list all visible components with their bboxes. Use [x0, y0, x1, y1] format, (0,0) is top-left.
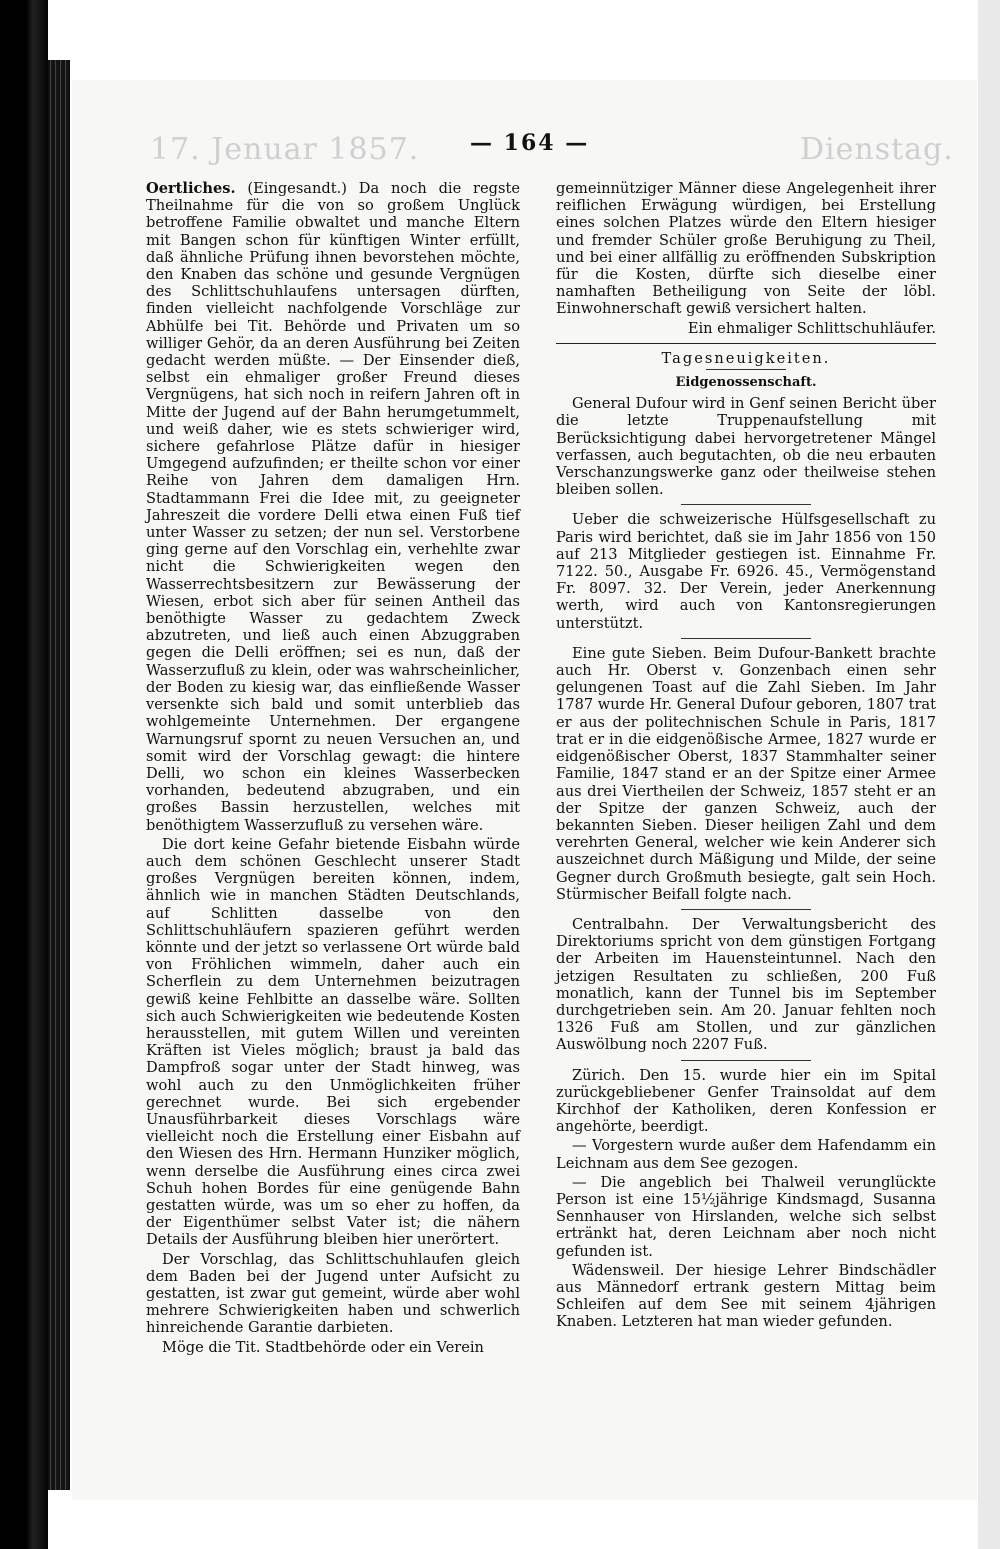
news-item: Ueber die schweizerische Hülfsgesellschaft zu Paris wird berichtet, daß sie im Jahr 1856 von 150 auf 213 Mitglieder gestiegen ist. Einnahme Fr. 7122. 50., Ausgabe Fr. 6926. 45., Vermögenstand Fr. 8097. 32. Der Verein, jeder Anerkennung werth, wird auch von Kantonsregierungen unterstützt. — [556, 511, 936, 632]
news-item: Wädensweil. Der hiesige Lehrer Bindschädler aus Männedorf ertrank gestern Mittag beim Schleifen auf dem See mit seinem 4jährigen Knaben. Letzteren hat man wieder gefunden. — [556, 1261, 936, 1331]
news-divider — [681, 1060, 811, 1061]
article-oertliches — [146, 180, 520, 834]
article-continuation: gemeinnütziger Männer diese Angelegenheit ihrer reiflichen Erwägung würdigen, bei Erstellung eines solchen Platzes würde den Eltern hiesiger und fremder Schüler große Beruhigung zu Theil, und bei einer allfällig zu eröffnenden Subskription für die Kosten, dürfte sich dieselbe einer namhaften Betheiligung von Seite der löbl. Einwohnerschaft gewiß versichert halten. — [556, 180, 936, 318]
section-title: Tagesneuigkeiten. — [661, 349, 831, 367]
page-stack-edge — [48, 60, 70, 1490]
news-item: General Dufour wird in Genf seinen Bericht über die letzte Truppenaufstellung mit Berücksichtigung dabei hervorgetretener Mängel verfassen, auch begutachten, ob die neu erbauten Verschanzungswerke ganz oder theilweise stehen bleiben sollen. — [556, 395, 936, 499]
right-margin — [978, 0, 1000, 1549]
section-divider — [556, 343, 936, 344]
news-item: — Vorgestern wurde außer dem Hafendamm ein Leichnam aus dem See gezogen. — [556, 1137, 936, 1172]
article-paragraph: Die dort keine Gefahr bietende Eisbahn würde auch dem schönen Geschlecht unserer Stadt großes Vergnügen bereiten können, indem, ähnlich wie in manchen Städten Deutschlands, auf Schlitten dasselbe von den Schlittschuhläufern spazieren geführt werden könnte und der jetzt so verlassene Ort würde bald von Fröhlichen wimmeln, daher auch ein Scherflein zu dem Unternehmen beizutragen gewiß keine Fehlbitte an dasselbe wäre. Sollten sich auch Schwierigkeiten wie bedeutende Kosten herausstellen, mit gutem Willen und vereinten Kräften ist Vieles möglich; braust ja bald das Dampfroß sogar unter der Stadt hinweg, was wohl auch zu den Unmöglichkeiten früher gerechnet wurde. Bei sich ergebender Unausführbarkeit dieses Vorschlags wäre vielleicht noch die Erstellung einer Eisbahn auf den Wiesen des Hrn. Hermann Hunziker möglich, wenn derselbe die Ausführung eines circa zwei Schuh hohen Bordes für eine genügende Bahn gestatten würde, was um so eher zu hoffen, da der Eigenthümer selbst Vater ist; die nähern Details der Ausführung bleiben hier unerörtert. — [146, 835, 520, 1249]
book-spine-edge — [0, 0, 48, 1549]
right-column — [556, 180, 936, 1333]
news-divider — [681, 909, 811, 910]
news-item: Centralbahn. Der Verwaltungsbericht des Direktoriums spricht von dem günstigen Fortgang der Arbeiten im Hauensteintunnel. Nach den jetzigen Resultaten zu schließen, 200 Fuß monatlich, kann der Tunnel bis im September durchgetrieben sein. Am 20. Januar fehlten noch 1326 Fuß am Stollen, und zur gänzlichen Auswölbung noch 2207 Fuß. — [556, 915, 936, 1054]
news-item: Eine gute Sieben. Beim Dufour-Bankett brachte auch Hr. Oberst v. Gonzenbach einen sehr gelungenen Toast auf die Zahl Sieben. Im Jahr 1787 wurde Hr. General Dufour geboren, 1807 trat er aus der politechnischen Schule in Paris, 1817 trat er in die eidgenößische Armee, 1827 wurde er eidgenößischer Oberst, 1837 Stammhalter seiner Familie, 1847 stand er an der Spitze einer Armee aus drei Viertheilen der Schweiz, 1857 steht er an der Spitze der ganzen Schweiz, auch der bekannten Sieben. Dieser heiligen Zahl und dem verehrten General, welcher wie kein Anderer sich auszeichnet durch Mäßigung und Milde, der seine Gegner durch Großmuth besiegte, galt sein Hoch. Stürmischer Beifall folgte nach. — [556, 644, 936, 903]
article-paragraph: Der Vorschlag, das Schlittschuhlaufen gleich dem Baden bei der Jugend unter Aufsicht zu gestatten, ist zwar gut gemeint, würde aber wohl mehrere Schwierigkeiten haben und schwerlich hinreichende Garantie darbieten. — [146, 1250, 520, 1337]
bleed-through-text-right: Dienstag. — [800, 132, 954, 167]
bleed-through-text-left: 17. Jenuar 1857. — [150, 132, 420, 167]
article-heading: Oertliches. — [146, 180, 236, 197]
news-item: — Die angeblich bei Thalweil verunglückte Person ist eine 15½jährige Kindsmagd, Susanna Sennhauser von Hirslanden, welche sich selbst ertränkt hat, deren Leichnam aber noch nicht gefunden ist. — [556, 1173, 936, 1260]
left-column — [146, 180, 520, 1358]
news-item: Zürich. Den 15. wurde hier ein im Spital zurückgebliebener Genfer Trainsoldat auf dem Kirchhof der Katholiken, deren Konfession er angehörte, beerdigt. — [556, 1066, 936, 1136]
news-divider — [681, 504, 811, 505]
article-heading-note: (Eingesandt.) — [247, 180, 347, 197]
page-number: — 164 — — [470, 130, 590, 156]
article-paragraph: Möge die Tit. Stadtbehörde oder ein Verein — [162, 1338, 484, 1356]
article-signature: Ein ehmaliger Schlittschuhläufer. — [687, 319, 936, 337]
news-divider — [681, 638, 811, 639]
subsection-title: Eidgenossenschaft. — [675, 375, 817, 391]
title-underline — [706, 369, 786, 370]
article-paragraph: Da noch die regste Theilnahme für die von so großem Unglück betroffene Familie obwaltet und manche Eltern mit Bangen schon für künftigen Winter erfüllt, daß ähnliche Prüfung ihnen bevorstehen möchte, den Knaben das schöne und gesunde Vergnügen des Schlittschuhlaufens untersagen dürften, finden vielleicht nachfolgende Vorschläge zur Abhülfe bei Tit. Behörde und Privaten um so williger Gehör, da an deren Ausführung bei Zeiten gedacht werden müßte. — Der Einsender dieß, selbst ein ehmaliger großer Freund dieses Vergnügens, hat sich noch in reifern Jahren oft in Mitte der Jugend auf der Bahn herumgetummelt, und weiß daher, wie es stets schwieriger wird, sichere gefahrlose Plätze dafür in hiesiger Umgegend aufzufinden; er theilte schon vor einer Reihe von Jahren dem damaligen Hrn. Stadtammann Frei die Idee mit, zu geeigneter Jahreszeit die vordere Delli etwa einen Fuß tief unter Wasser zu setzen; der nun sel. Verstorbene ging gerne auf den Vorschlag ein, verhehlte zwar nicht die Schwierigkeiten wegen den Wasserrechtsbesitzern zur Bewässerung der Wiesen, erbot sich aber für seinen Antheil das benöthigte Wasser zu gedachtem Zweck abzutreten, und ließ auch einen Abzuggraben gegen die Delli eröffnen; sei es nun, daß der Wasserzufluß zu klein, oder was wahrscheinlicher, der Boden zu kiesig war, das einfließende Wasser versenkte sich bald und somit unterblieb das wohlgemeinte Unternehmen. Der ergangene Warnungsruf spornt zu neuen Versuchen an, und somit wird der Vorschlag gewagt: die hintere Delli, wo schon ein kleines Wasserbecken vorhanden, bedeutend abzugraben, und ein großes Bassin herzustellen, welches mit benöthigtem Wasserzufluß zu versehen wäre. — [146, 180, 521, 834]
